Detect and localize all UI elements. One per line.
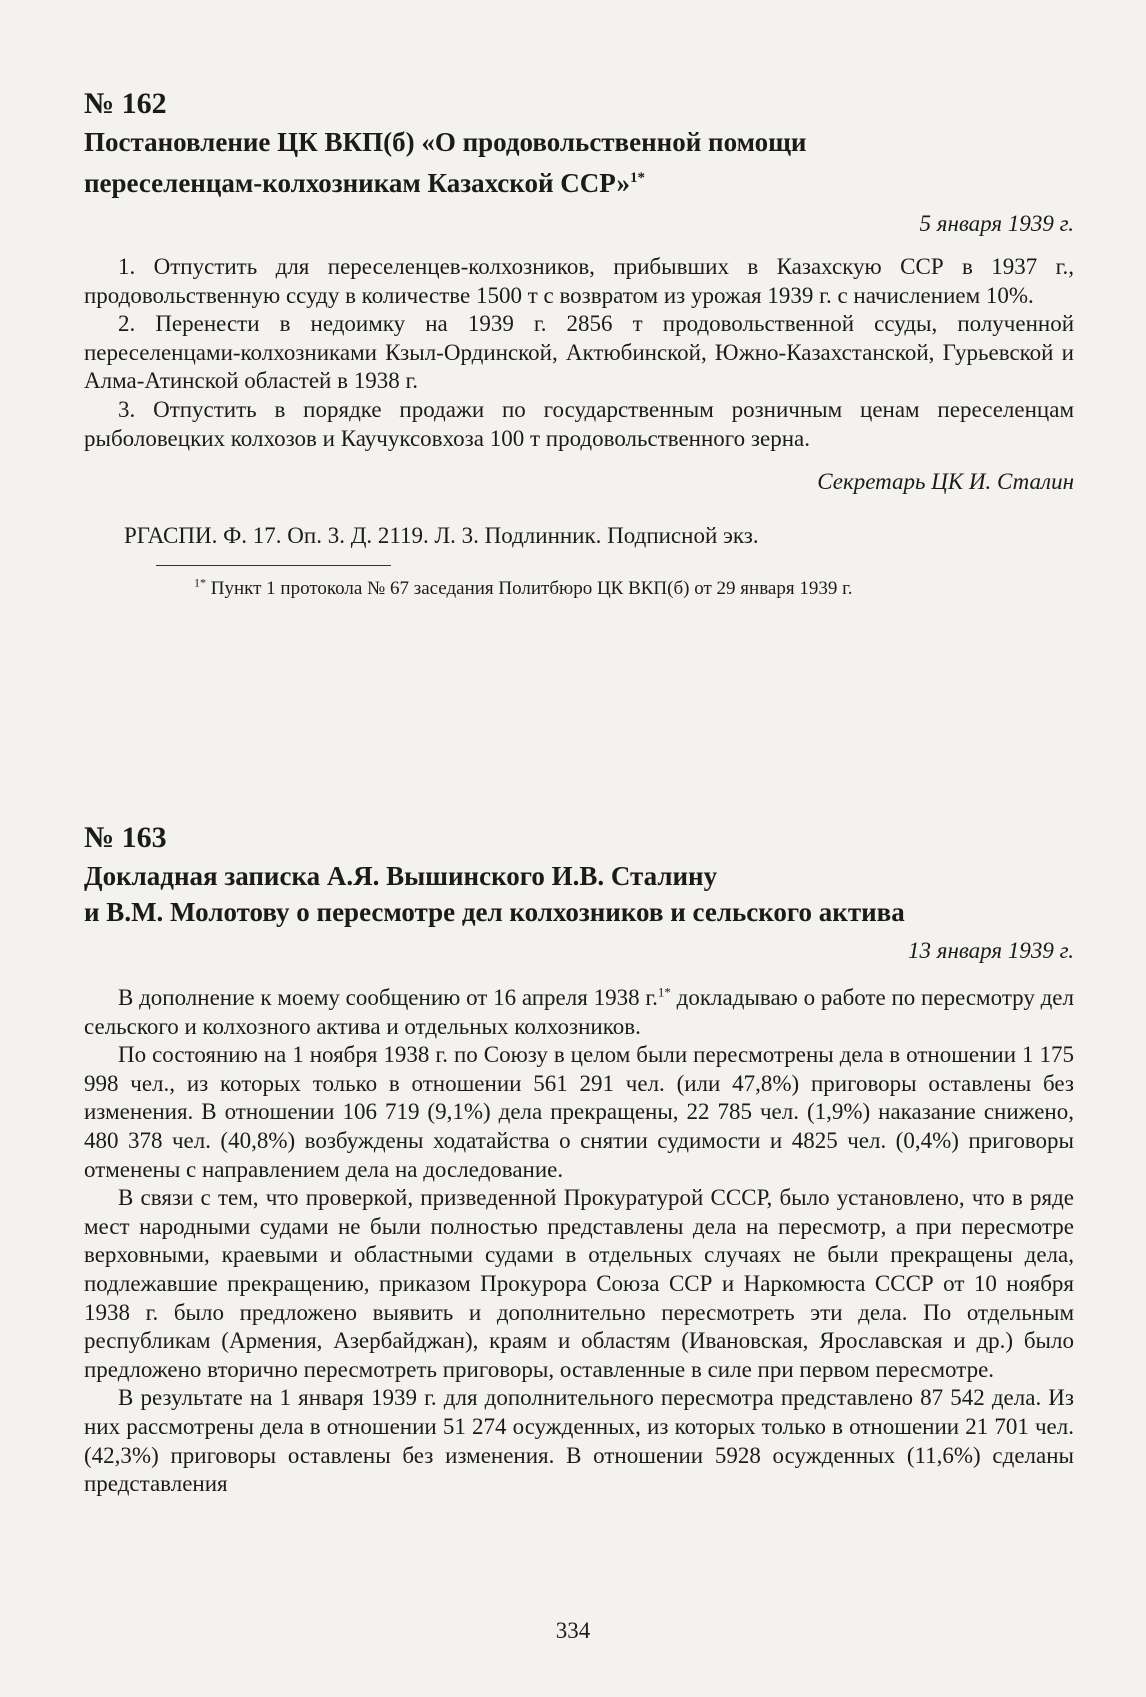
doc163-title-line1: Докладная записка А.Я. Вышинского И.В. Сталину xyxy=(84,861,718,891)
doc162-paragraph-1: 1. Отпустить для переселенцев-колхозников, прибывших в Казахскую ССР в 1937 г., продовольственную ссуду в количестве 1500 т с возвратом из урожая 1939 г. с начислением 10%. xyxy=(84,254,1074,308)
doc162-title-line2: переселенцам-колхозникам Казахской ССР» xyxy=(84,168,630,198)
doc162-footnote-mark: 1* xyxy=(194,575,206,590)
doc162-paragraph-2: 2. Перенести в недоимку на 1939 г. 2856 т продовольственной ссуды, полученной переселенцами-колхозниками Кзыл-Ординской, Актюбинской, Южно-Казахстанской, Гурьевской и Алма-Атинской областей в 1938 г. xyxy=(84,311,1074,394)
doc163-p1-start: В дополнение к моему сообщению от 16 апреля 1938 г. xyxy=(118,985,658,1010)
doc163-paragraph-1 xyxy=(84,984,1074,1041)
doc162-date: 5 января 1939 г. xyxy=(919,211,1074,236)
doc163-paragraph-4: В результате на 1 января 1939 г. для дополнительного пересмотра представлено 87 542 дела. Из них рассмотрены дела в отношении 51 274 осужденных, из которых только в отношении 21 701 чел. (42,3%) приговоры оставлены без изменения. В отношении 5928 осужденных (11,6%) сделаны представления xyxy=(84,1385,1074,1497)
doc162-title-line1: Постановление ЦК ВКП(б) «О продовольственной помощи xyxy=(84,127,807,157)
document-163 xyxy=(84,820,1074,1499)
doc163-paragraph-3: В связи с тем, что проверкой, призведенной Прокуратурой СССР, было установлено, что в ряде мест народными судами не были полностью представлены дела на пересмотр, а при пересмотре верховными, краевыми и областными судами в отдельных случаях не были прекращены дела, подлежавшие прекращению, приказом Прокурора Союза ССР и Наркомюста СССР от 10 ноября 1938 г. было предложено выявить и дополнительно пересмотреть эти дела. По отдельным республикам (Армения, Азербайджан), краям и областям (Ивановская, Ярославская и др.) было предложено вторично пересмотреть приговоры, оставленные в силе при первом пересмотре. xyxy=(84,1185,1074,1382)
doc163-date: 13 января 1939 г. xyxy=(908,938,1074,963)
doc163-title-line2: и В.М. Молотову о пересмотре дел колхозников и сельского актива xyxy=(84,897,905,927)
doc162-number: № 162 xyxy=(84,87,167,120)
doc162-title xyxy=(84,124,1074,201)
doc162-signature: Секретарь ЦК И. Сталин xyxy=(817,469,1074,495)
doc163-p1-end: докладываю о работе по пересмотру дел сельского и колхозного актива и отдельных колхозников. xyxy=(84,985,1074,1039)
doc162-archive-reference: РГАСПИ. Ф. 17. Оп. 3. Д. 2119. Л. 3. Подлинник. Подписной экз. xyxy=(124,523,759,549)
doc163-paragraph-2: По состоянию на 1 ноября 1938 г. по Союзу в целом были пересмотрены дела в отношении 1 175 998 чел., из которых только в отношении 561 291 чел. (или 47,8%) приговоры оставлены без изменения. В отношении 106 719 (9,1%) дела прекращены, 22 785 чел. (1,9%) наказание снижено, 480 378 чел. (40,8%) возбуждены ходатайства о снятии судимости и 4825 чел. (0,4%) приговоры отменены с направлением дела на доследование. xyxy=(84,1042,1074,1182)
doc162-paragraph-3: 3. Отпустить в порядке продажи по государственным розничным ценам переселенцам рыболовецких колхозов и Каучуксовхоза 100 т продовольственного зерна. xyxy=(84,396,1074,451)
doc163-title xyxy=(84,858,1074,930)
doc162-title-note: 1* xyxy=(629,170,645,186)
footnote-divider xyxy=(156,565,391,566)
doc162-footnote-text: Пункт 1 протокола № 67 заседания Политбюро ЦК ВКП(б) от 29 января 1939 г. xyxy=(206,578,853,600)
page-number: 334 xyxy=(555,1618,591,1643)
doc163-number: № 163 xyxy=(84,821,167,854)
doc163-p1-note: 1* xyxy=(657,984,671,1000)
doc162-footnote xyxy=(84,576,1074,601)
document-162 xyxy=(84,86,1074,601)
